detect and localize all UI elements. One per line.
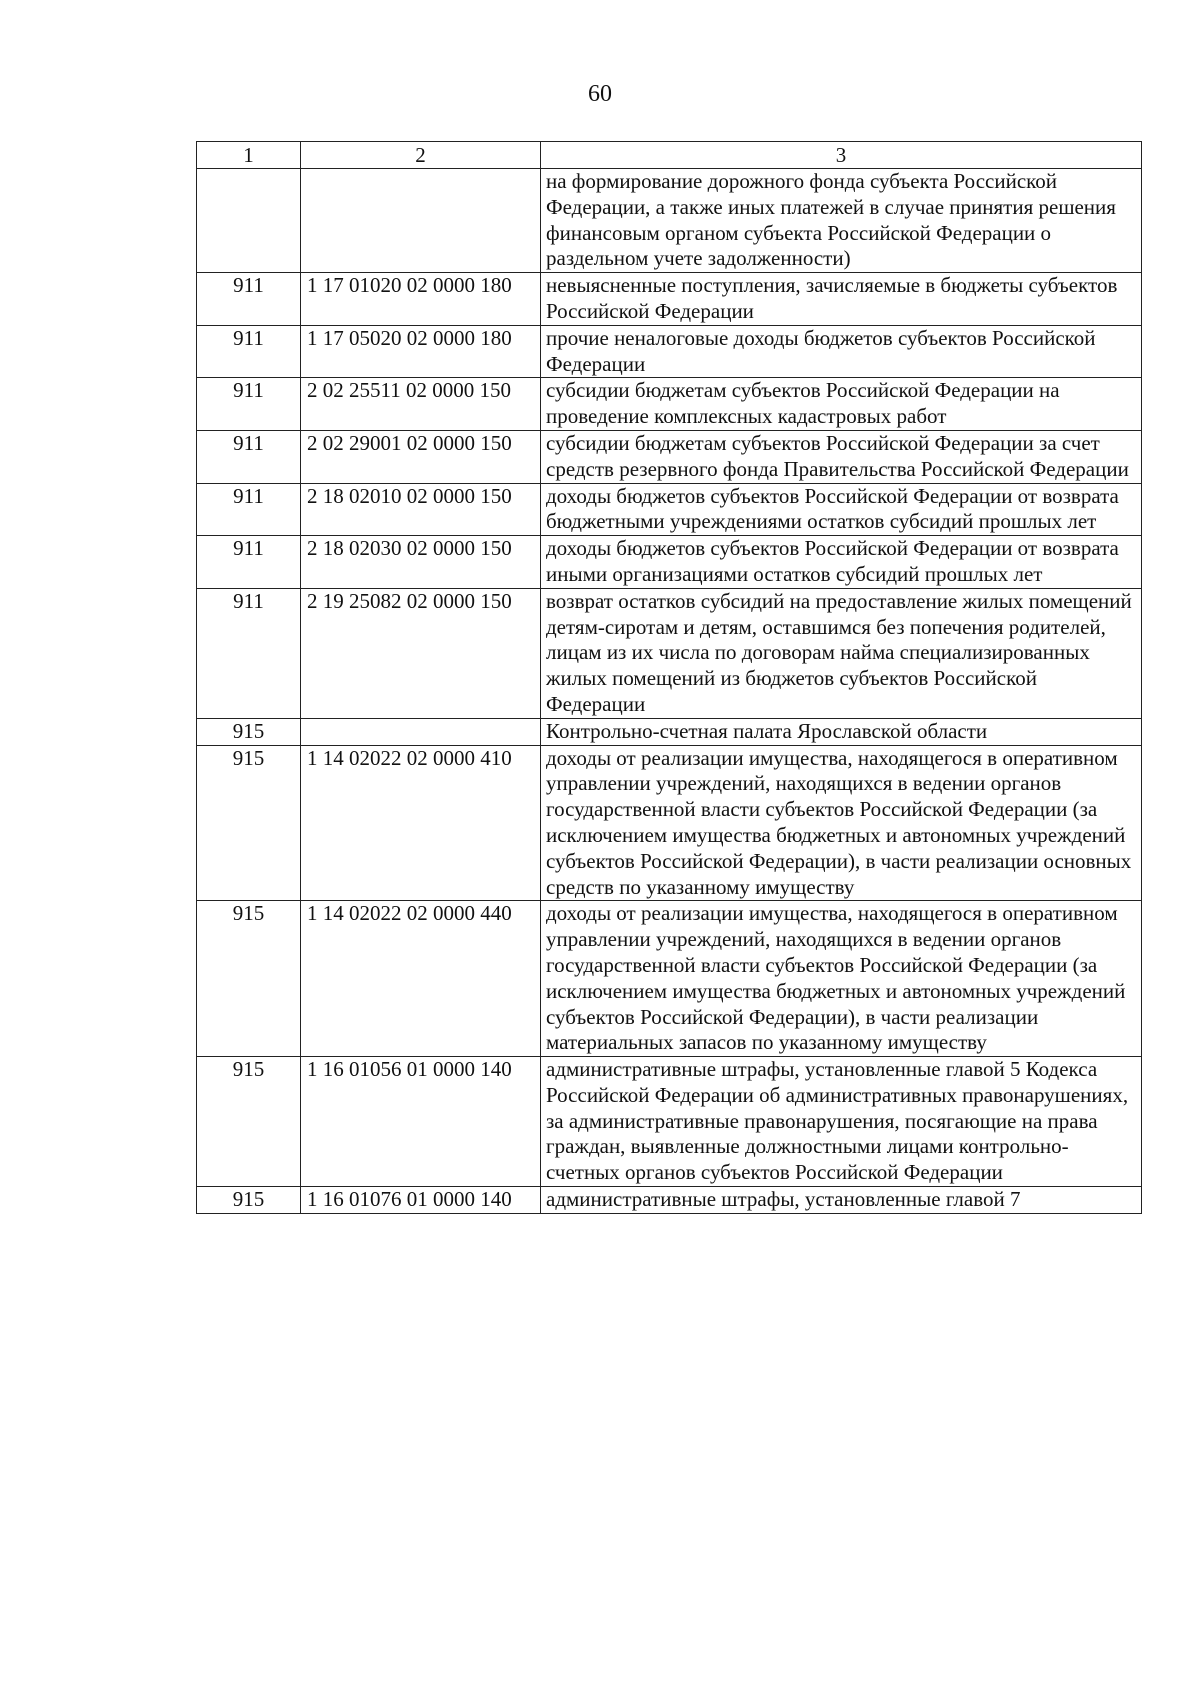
admin-code-cell: 915 — [197, 1187, 301, 1214]
admin-code-cell: 915 — [197, 718, 301, 745]
budget-code-cell — [301, 718, 541, 745]
header-col-1: 1 — [197, 142, 301, 169]
budget-code-cell: 2 18 02010 02 0000 150 — [301, 483, 541, 536]
table-body — [197, 169, 1142, 1214]
description-cell: Контрольно-счетная палата Ярославской области — [541, 718, 1142, 745]
budget-code-cell: 1 17 05020 02 0000 180 — [301, 325, 541, 378]
budget-code-cell — [301, 169, 541, 273]
description-cell: возврат остатков субсидий на предоставление жилых помещений детям-сиротам и детям, оставшимся без попечения родителей, лицам из их числа по договорам найма специализированных жилых помещений из бюджетов субъектов Российской Федерации — [541, 588, 1142, 718]
budget-code-cell: 2 18 02030 02 0000 150 — [301, 536, 541, 589]
budget-code-cell: 2 02 29001 02 0000 150 — [301, 430, 541, 483]
table-row — [197, 273, 1142, 326]
admin-code-cell: 911 — [197, 483, 301, 536]
header-col-2: 2 — [301, 142, 541, 169]
description-cell: административные штрафы, установленные главой 5 Кодекса Российской Федерации об административных правонарушениях, за административные правонарушения, посягающие на права граждан, выявленные должностными лицами контрольно-счетных органов субъектов Российской Федерации — [541, 1057, 1142, 1187]
table-row — [197, 378, 1142, 431]
description-cell: административные штрафы, установленные главой 7 — [541, 1187, 1142, 1214]
page-number: 60 — [588, 81, 612, 107]
table-header-row — [197, 142, 1142, 169]
admin-code-cell: 911 — [197, 273, 301, 326]
description-cell: субсидии бюджетам субъектов Российской Федерации на проведение комплексных кадастровых работ — [541, 378, 1142, 431]
admin-code-cell: 911 — [197, 378, 301, 431]
table-row — [197, 483, 1142, 536]
description-cell: доходы от реализации имущества, находящегося в оперативном управлении учреждений, находящихся в ведении органов государственной власти субъектов Российской Федерации (за исключением имущества бюджетных и автономных учреждений субъектов Российской Федерации), в части реализации материальных запасов по указанному имуществу — [541, 901, 1142, 1057]
budget-code-cell: 1 14 02022 02 0000 410 — [301, 745, 541, 901]
table-row — [197, 430, 1142, 483]
description-cell: доходы бюджетов субъектов Российской Федерации от возврата бюджетными учреждениями остатков субсидий прошлых лет — [541, 483, 1142, 536]
table-row — [197, 901, 1142, 1057]
budget-code-cell: 2 19 25082 02 0000 150 — [301, 588, 541, 718]
description-cell: доходы бюджетов субъектов Российской Федерации от возврата иными организациями остатков субсидий прошлых лет — [541, 536, 1142, 589]
admin-code-cell: 915 — [197, 745, 301, 901]
description-cell: доходы от реализации имущества, находящегося в оперативном управлении учреждений, находящихся в ведении органов государственной власти субъектов Российской Федерации (за исключением имущества бюджетных и автономных учреждений субъектов Российской Федерации), в части реализации основных средств по указанному имуществу — [541, 745, 1142, 901]
admin-code-cell: 911 — [197, 588, 301, 718]
admin-code-cell: 915 — [197, 901, 301, 1057]
admin-code-cell — [197, 169, 301, 273]
budget-code-cell: 2 02 25511 02 0000 150 — [301, 378, 541, 431]
budget-code-cell: 1 16 01056 01 0000 140 — [301, 1057, 541, 1187]
table-row — [197, 718, 1142, 745]
table-row — [197, 1057, 1142, 1187]
admin-code-cell: 915 — [197, 1057, 301, 1187]
budget-codes-table — [196, 141, 1142, 1214]
table-row — [197, 1187, 1142, 1214]
budget-code-cell: 1 17 01020 02 0000 180 — [301, 273, 541, 326]
admin-code-cell: 911 — [197, 325, 301, 378]
description-cell: на формирование дорожного фонда субъекта Российской Федерации, а также иных платежей в случае принятия решения финансовым органом субъекта Российской Федерации о раздельном учете задолженности) — [541, 169, 1142, 273]
table-row — [197, 536, 1142, 589]
description-cell: субсидии бюджетам субъектов Российской Федерации за счет средств резервного фонда Правительства Российской Федерации — [541, 430, 1142, 483]
description-cell: невыясненные поступления, зачисляемые в бюджеты субъектов Российской Федерации — [541, 273, 1142, 326]
table-row — [197, 325, 1142, 378]
table-row — [197, 588, 1142, 718]
table-row — [197, 745, 1142, 901]
admin-code-cell: 911 — [197, 536, 301, 589]
table-row — [197, 169, 1142, 273]
table-header — [197, 142, 1142, 169]
budget-code-cell: 1 16 01076 01 0000 140 — [301, 1187, 541, 1214]
budget-code-cell: 1 14 02022 02 0000 440 — [301, 901, 541, 1057]
header-col-3: 3 — [541, 142, 1142, 169]
admin-code-cell: 911 — [197, 430, 301, 483]
description-cell: прочие неналоговые доходы бюджетов субъектов Российской Федерации — [541, 325, 1142, 378]
